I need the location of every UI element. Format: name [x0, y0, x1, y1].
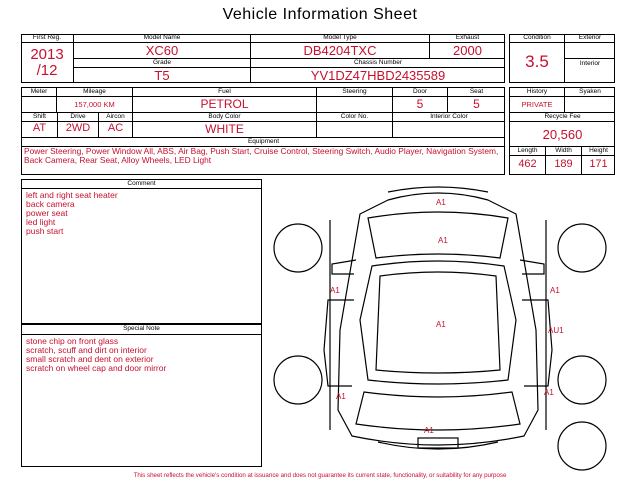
first-reg-year: 2013	[30, 46, 64, 63]
damage-mark-rear-left: A1	[336, 392, 346, 401]
mileage-value: 157,000 KM	[74, 100, 115, 109]
front-right-wheel-icon	[558, 224, 606, 272]
left-mirror-icon	[332, 260, 356, 274]
aircon-label: Aircon	[106, 113, 125, 120]
damage-mark-front: A1	[436, 198, 446, 207]
syaken-label: Syaken	[579, 88, 601, 95]
mileage-label: Mileage	[83, 88, 106, 95]
shift-label: Shift	[32, 113, 46, 120]
width-value: 189	[554, 158, 573, 170]
special-note-label: Special Note	[123, 325, 160, 332]
color-no-label: Color No.	[340, 113, 369, 120]
first-reg-label: First Reg.	[32, 34, 62, 41]
damage-mark-rear: A1	[424, 426, 434, 435]
interior-color-label: Interior Color	[430, 113, 468, 120]
exhaust-value: 2000	[453, 43, 482, 58]
condition-label: Condition	[523, 34, 551, 41]
history-label: History	[526, 88, 548, 95]
car-hood	[368, 212, 508, 258]
damage-mark-hood: A1	[438, 236, 448, 245]
width-label: Width	[555, 147, 572, 154]
exterior-label: Exterior	[578, 34, 602, 41]
special-note-text: stone chip on front glass scratch, scuff and dirt on interior small scratch and dent on exterior scratch on wheel cap and door mirror	[26, 336, 167, 373]
length-label: Length	[517, 147, 538, 154]
model-name-value: XC60	[145, 43, 179, 58]
door-value: 5	[416, 97, 424, 111]
seat-label: Seat	[469, 88, 484, 95]
interior-label: Interior	[579, 60, 601, 67]
condition-score: 3.5	[525, 52, 549, 71]
sheet-title: Vehicle Information Sheet	[222, 6, 418, 23]
comment-text: left and right seat heater back camera power seat led light push start	[26, 190, 118, 236]
right-mirror-icon	[520, 260, 544, 274]
model-name-label: Model Name	[143, 34, 181, 41]
door-label: Door	[412, 88, 428, 95]
front-left-wheel-icon	[274, 224, 322, 272]
height-value: 171	[589, 158, 608, 170]
disclaimer-footer: This sheet reflects the vehicle's condition at issuance and does not guarantee its current state, functionality, or suitability for any purpose	[133, 472, 507, 479]
grade-label: Grade	[152, 59, 172, 66]
damage-mark-right: A1	[550, 286, 560, 295]
fuel-label: Fuel	[218, 88, 231, 95]
grade-value: T5	[154, 68, 170, 83]
meter-label: Meter	[30, 88, 48, 95]
chassis-value: YV1DZ47HBD2435589	[310, 68, 446, 83]
length-value: 462	[518, 158, 537, 170]
chassis-label: Chassis Number	[353, 59, 403, 66]
equipment-label: Equipment	[247, 138, 280, 145]
drive-value: 2WD	[65, 122, 91, 134]
rear-left-wheel-icon	[274, 356, 322, 404]
car-trunk	[356, 392, 520, 430]
first-reg-month: /12	[36, 62, 58, 79]
seat-value: 5	[473, 97, 480, 111]
model-type-label: Model Type	[323, 34, 357, 41]
spare-wheel-icon	[558, 422, 606, 470]
steering-label: Steering	[342, 88, 367, 95]
drive-label: Drive	[70, 113, 86, 120]
fuel-value: PETROL	[200, 97, 249, 111]
body-color-value: WHITE	[205, 122, 244, 136]
recycle-fee-value: 20,560	[542, 127, 583, 142]
exhaust-label: Exhaust	[455, 34, 480, 41]
damage-mark-roof: A1	[436, 320, 446, 329]
damage-mark-left: A1	[330, 286, 340, 295]
damage-mark-right-door: AU1	[548, 326, 564, 335]
model-type-value: DB4204TXC	[303, 43, 377, 58]
height-label: Height	[589, 147, 608, 154]
rear-right-wheel-icon	[558, 356, 606, 404]
aircon-value: AC	[107, 122, 124, 134]
car-body-outline	[338, 193, 538, 445]
damage-mark-rear-right: A1	[544, 388, 554, 397]
comment-label: Comment	[127, 180, 156, 187]
body-color-label: Body Color	[208, 113, 241, 120]
history-value: PRIVATE	[521, 100, 553, 109]
recycle-fee-label: Recycle Fee	[544, 113, 581, 120]
equipment-value: Power Steering, Power Window All, ABS, Air Bag, Push Start, Cruise Control, Steering Switch, Audio Player, Navigation System, Back Camera, Rear Seat, Alloy Wheels, LED Light	[24, 146, 499, 165]
shift-value: AT	[32, 122, 47, 134]
